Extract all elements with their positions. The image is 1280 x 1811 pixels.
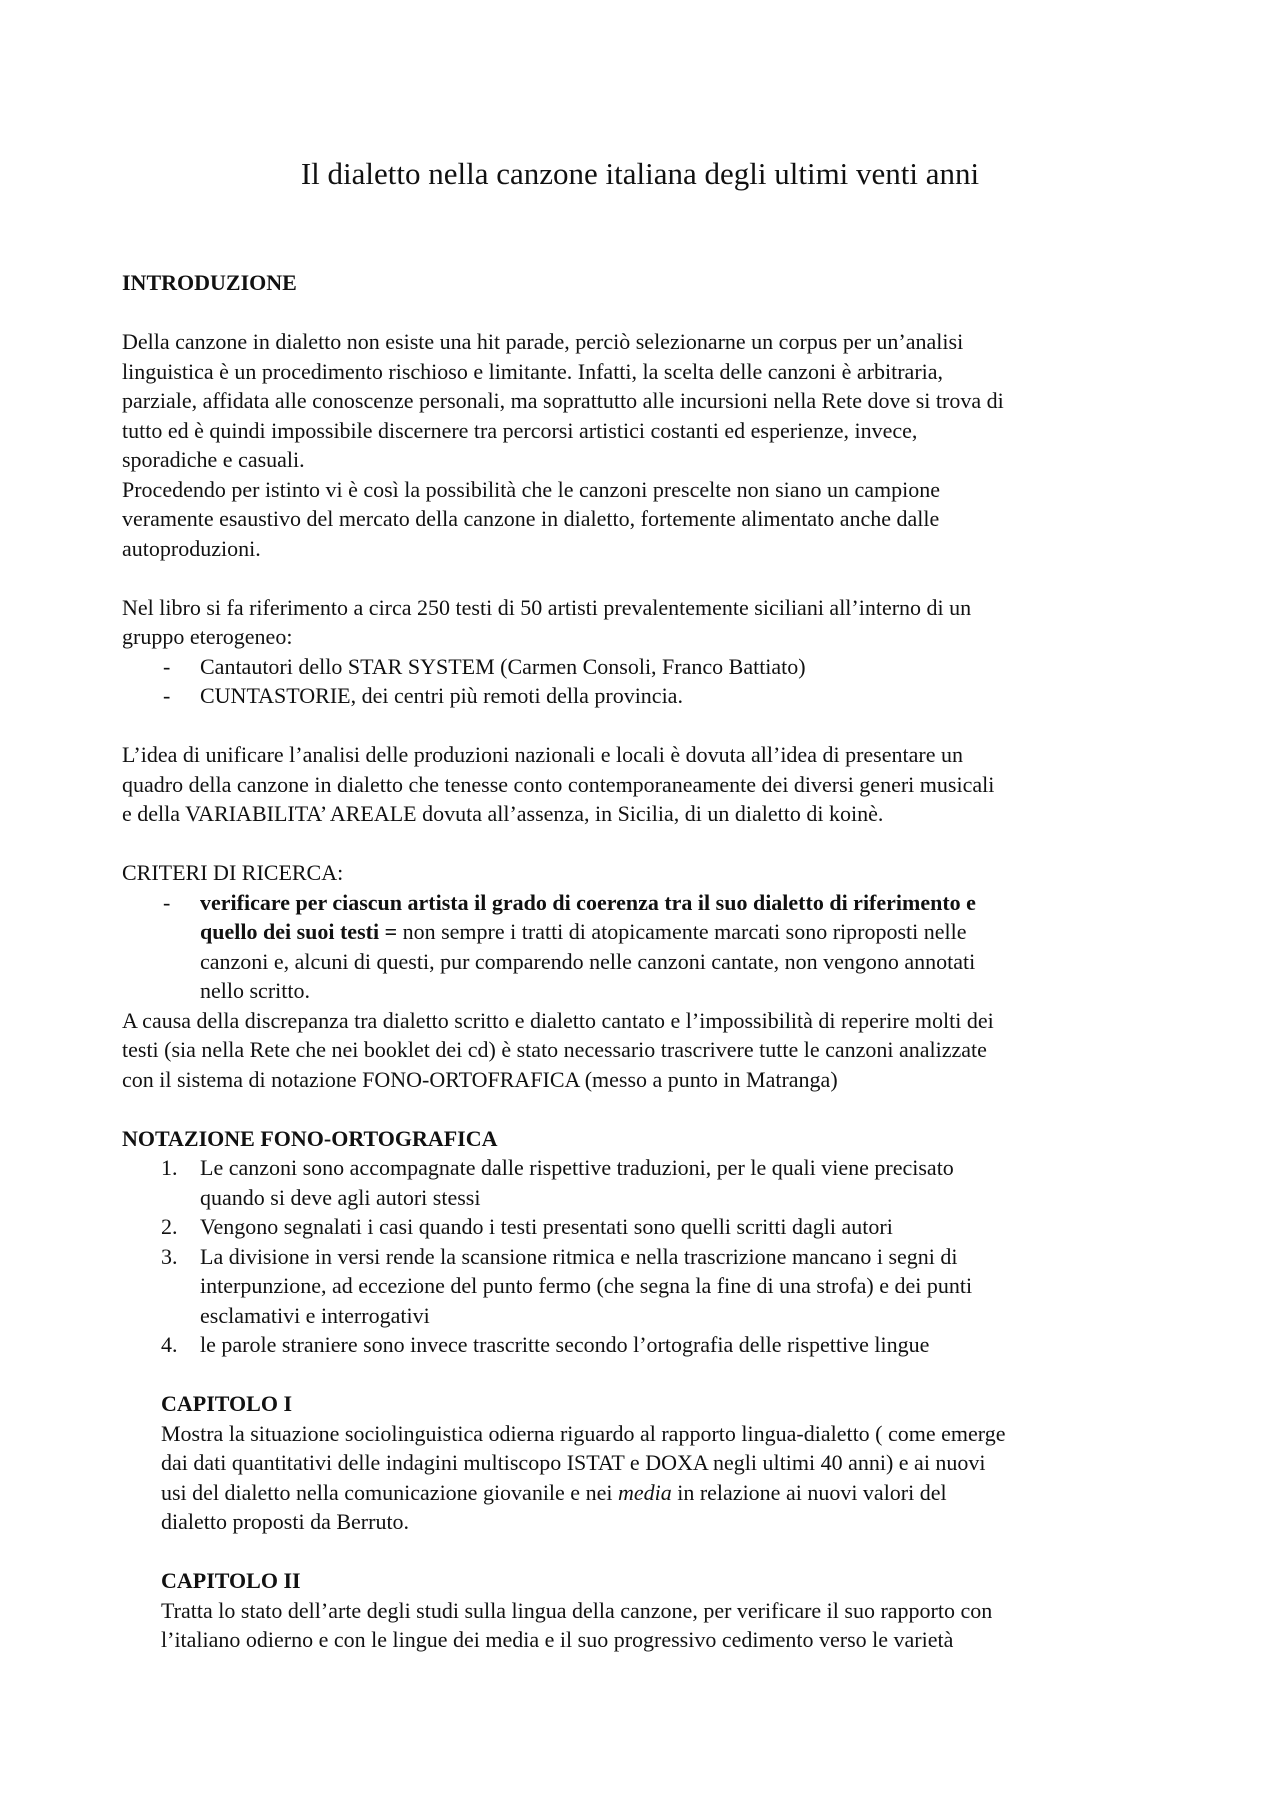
text-line <box>161 1478 1172 1508</box>
list-number: 3. <box>161 1243 178 1269</box>
document-body <box>122 268 1172 1655</box>
text-line: canzoni e, alcuni di questi, pur comparendo nelle canzoni cantate, non vengono annotati <box>200 948 976 974</box>
dash-bullet: - <box>163 653 171 679</box>
text-line: e della VARIABILITA’ AREALE dovuta all’assenza, in Sicilia, di un dialetto di koinè. <box>122 801 884 826</box>
text-line: esclamativi e interrogativi <box>200 1302 430 1328</box>
text-line: linguistica è un procedimento rischioso e limitante. Infatti, la scelta delle canzoni è arbitraria, <box>122 358 944 384</box>
text-line: quadro della canzone in dialetto che tenesse conto contemporaneamente dei diversi generi musicali <box>122 771 995 797</box>
text-line: l’italiano odierno e con le lingue dei media e il suo progressivo cedimento verso le varietà <box>161 1627 954 1652</box>
list-item-text: CUNTASTORIE, dei centri più remoti della provincia. <box>200 683 683 708</box>
text-line: veramente esaustivo del mercato della canzone in dialetto, fortemente alimentato anche dalle <box>122 506 940 531</box>
cause-paragraph <box>122 1006 1172 1095</box>
text-line: le parole straniere sono invece trascritte secondo l’ortografia delle rispettive lingue <box>200 1332 930 1357</box>
text-line: parziale, affidata alle conoscenze personali, ma soprattutto alle incursioni nella Rete dove si trova di <box>122 388 1004 413</box>
text-span: usi del dialetto nella comunicazione giovanile e nei <box>161 1479 618 1505</box>
text-line: Vengono segnalati i casi quando i testi presentati sono quelli scritti dagli autori <box>200 1214 893 1239</box>
text-line: sporadiche e casuali. <box>122 447 305 472</box>
text-span: in relazione ai nuovi valori del <box>671 1479 947 1505</box>
text-line: A causa della discrepanza tra dialetto scritto e dialetto cantato e l’impossibilità di reperire molti dei <box>122 1007 994 1033</box>
list-item <box>122 652 1172 682</box>
chapter-2 <box>161 1566 1172 1655</box>
text-line: con il sistema di notazione FONO-ORTOFRAFICA (messo a punto in Matranga) <box>122 1066 838 1092</box>
dash-bullet: - <box>163 889 171 915</box>
criteria-rest: non sempre i tratti di atopicamente marcati sono riproposti nelle <box>397 919 967 944</box>
text-line: Procedendo per istinto vi è così la possibilità che le canzoni prescelte non siano un campione <box>122 476 941 502</box>
text-line <box>200 917 1172 947</box>
list-item <box>122 1242 1172 1331</box>
chapter-1 <box>161 1389 1172 1537</box>
text-line: autoproduzioni. <box>122 535 261 561</box>
notation-heading: NOTAZIONE FONO-ORTOGRAFICA <box>122 1125 498 1151</box>
list-item <box>122 1330 1172 1360</box>
text-line: Tratta lo stato dell’arte degli studi sulla lingua della canzone, per verificare il suo rapporto con <box>161 1597 993 1623</box>
criteria-bold-phrase: quello dei suoi testi = <box>200 919 398 944</box>
list-item-text: Cantautori dello STAR SYSTEM (Carmen Consoli, Franco Battiato) <box>200 653 806 679</box>
dash-bullet: - <box>163 683 171 708</box>
list-item <box>122 1212 1172 1242</box>
chapter-heading: CAPITOLO II <box>161 1568 301 1593</box>
intro-heading: INTRODUZIONE <box>122 270 297 295</box>
text-line: interpunzione, ad eccezione del punto fermo (che segna la fine di una strofa) e dei punti <box>200 1273 973 1298</box>
list-item <box>122 681 1172 711</box>
text-line: testi (sia nella Rete che nei booklet dei cd) è stato necessario trascrivere tutte le canzoni analizzate <box>122 1037 987 1062</box>
text-line: La divisione in versi rende la scansione ritmica e nella trascrizione mancano i segni di <box>200 1243 958 1269</box>
text-line: nello scritto. <box>200 978 310 1003</box>
notation-list <box>122 1153 1172 1360</box>
text-line: Nel libro si fa riferimento a circa 250 testi di 50 artisti prevalentemente siciliani all’interno di un <box>122 594 972 620</box>
text-line: L’idea di unificare l’analisi delle produzioni nazionali e locali è dovuta all’idea di presentare un <box>122 742 963 767</box>
intro-paragraph-1 <box>122 327 1172 475</box>
list-number: 4. <box>161 1332 178 1357</box>
list-number: 2. <box>161 1214 178 1239</box>
criteria-bold-line: verificare per ciascun artista il grado di coerenza tra il suo dialetto di riferimento e <box>200 889 976 915</box>
criteria-heading: CRITERI DI RICERCA: <box>122 860 344 885</box>
text-line: dialetto proposti da Berruto. <box>161 1509 410 1534</box>
chapter-heading: CAPITOLO I <box>161 1391 293 1416</box>
text-line: Della canzone in dialetto non esiste una hit parade, perciò selezionarne un corpus per un’analisi <box>122 329 964 354</box>
list-item <box>122 1153 1172 1212</box>
artist-groups-list <box>122 652 1172 711</box>
criteria-list <box>122 888 1172 1006</box>
document-title: Il dialetto nella canzone italiana degli ultimi venti anni <box>300 156 980 191</box>
emphasis: media <box>617 1479 672 1505</box>
list-number: 1. <box>161 1155 178 1180</box>
text-line: tutto ed è quindi impossibile discernere tra percorsi artistici costanti ed esperienze, invece, <box>122 417 918 443</box>
text-line: dai dati quantitativi delle indagini multiscopo ISTAT e DOXA negli ultimi 40 anni) e ai nuovi <box>161 1450 986 1475</box>
text-line: quando si deve agli autori stessi <box>200 1184 481 1210</box>
text-line: Le canzoni sono accompagnate dalle rispettive traduzioni, per le quali viene precisato <box>200 1155 954 1180</box>
text-line: gruppo eterogeneo: <box>122 624 293 649</box>
intro-paragraph-2 <box>122 475 1172 564</box>
list-item <box>122 888 1172 1006</box>
text-line: Mostra la situazione sociolinguistica odierna riguardo al rapporto lingua-dialetto ( come emerge <box>161 1420 1006 1446</box>
idea-paragraph <box>122 740 1172 829</box>
book-paragraph <box>122 593 1172 652</box>
